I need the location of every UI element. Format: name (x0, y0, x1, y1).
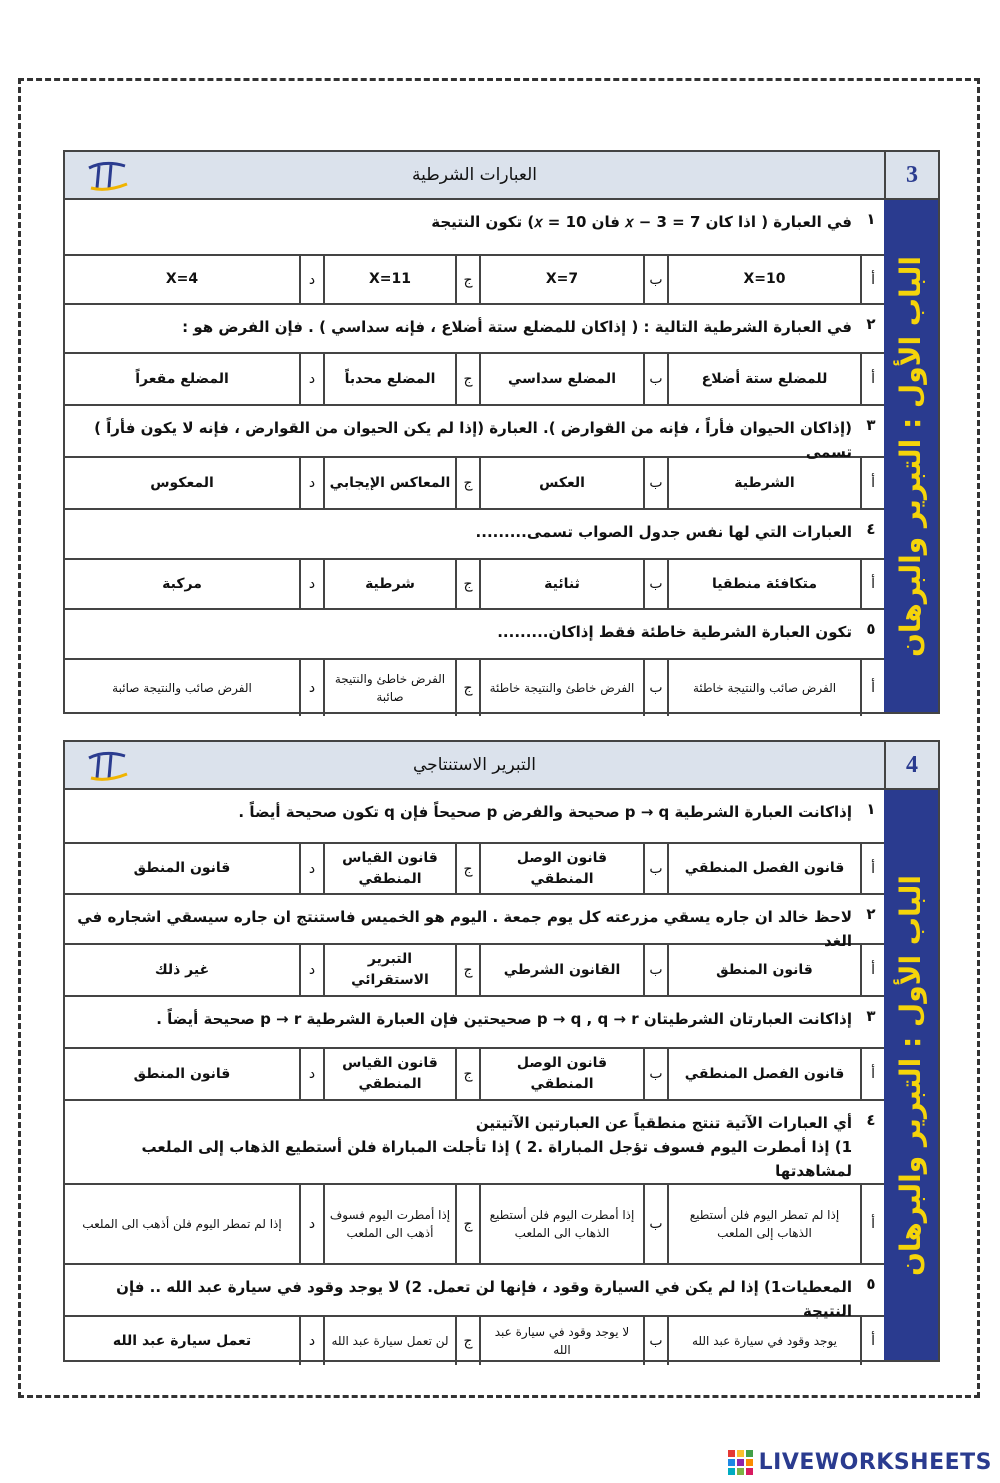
option-letter: ج (455, 354, 479, 404)
question-row (65, 510, 884, 560)
question-row (65, 406, 884, 461)
option-b[interactable]: قانون الوصل المنطقي (479, 844, 643, 893)
question-number: ٤ (866, 1111, 876, 1129)
question-number: ٥ (866, 1275, 876, 1293)
section-title (65, 152, 884, 200)
option-d[interactable]: قانون المنطق (133, 860, 231, 876)
question-number: ١ (866, 210, 876, 228)
option-c[interactable]: قانون القياس المنطقي (323, 844, 455, 893)
section-title-text: التبرير الاستنتاجي (413, 755, 536, 775)
questions-list (65, 790, 884, 1365)
option-letter: ب (643, 560, 667, 608)
footer-brand[interactable] (728, 1450, 992, 1475)
question-number: ٢ (866, 315, 876, 333)
option-letter: ب (643, 458, 667, 508)
option-b[interactable]: X=7 (479, 256, 643, 303)
question-number: ١ (866, 800, 876, 818)
option-letter: أ (860, 1185, 884, 1263)
option-letter: أ (860, 354, 884, 404)
option-letter: أ (860, 560, 884, 608)
options-row (65, 256, 884, 305)
chapter-title: الباب الأول : التبرير والبرهان (894, 255, 928, 657)
options-row (65, 458, 884, 510)
option-c[interactable]: الفرض خاطئ والنتيجة صائبة (323, 660, 455, 716)
options-row (65, 844, 884, 895)
option-letter: د (299, 1185, 323, 1263)
options-row (65, 1317, 884, 1365)
options-row (65, 560, 884, 610)
option-d[interactable]: المعكوس (150, 474, 214, 491)
option-d[interactable]: قانون المنطق (133, 1065, 231, 1082)
question-text: (إذاكان الحيوان فأراً ، فإنه من القوارض ). العبارة (إذا لم يكن الحيوان من القوارض ، فإنه لا يكون فأراً ) تسمى (94, 419, 852, 461)
option-a[interactable]: يوجد وقود في سيارة عبد الله (667, 1317, 860, 1365)
option-letter: د (299, 354, 323, 404)
question-text: المعطيات1) إذا لم يكن في السيارة وقود ، فإنها لن تعمل. 2) لا يوجد وقود في سيارة عبد الله .. فإن النتيجة (116, 1278, 852, 1320)
question-number: ٤ (866, 520, 876, 538)
option-letter: ج (455, 1185, 479, 1263)
question-text: لاحظ خالد ان جاره يسقي مزرعته كل يوم جمعة . اليوم هو الخميس فاستنتج ان جاره سيسقي اشجاره في الغد (77, 908, 852, 950)
option-d[interactable]: غير ذلك (154, 961, 210, 978)
option-c[interactable]: لن تعمل سيارة عبد الله (323, 1317, 455, 1365)
option-c[interactable]: قانون القياس المنطقي (323, 1049, 455, 1099)
question-row (65, 610, 884, 660)
option-c[interactable]: التبرير الاستقرائي (323, 945, 455, 995)
question-text-line1: أي العبارات الآتية تنتج منطقياً عن العبارتين الآتيتين (475, 1114, 852, 1132)
option-b[interactable]: المضلع سداسي (479, 354, 643, 404)
option-letter: ب (643, 1049, 667, 1099)
option-b[interactable]: إذا أمطرت اليوم فلن أستطيع الذهاب الى الملعب (479, 1185, 643, 1263)
options-row (65, 945, 884, 997)
section-deductive-reasoning (63, 740, 940, 1362)
option-letter: ب (643, 660, 667, 716)
option-b[interactable]: العكس (479, 458, 643, 508)
option-letter: ج (455, 1049, 479, 1099)
option-letter: ب (643, 1317, 667, 1365)
option-letter: د (299, 1317, 323, 1365)
question-number: ٣ (866, 1007, 876, 1025)
option-letter: ب (643, 1185, 667, 1263)
brand-name: LIVEWORKSHEETS (758, 1450, 992, 1475)
option-letter: ج (455, 1317, 479, 1365)
question-text: إذاكانت العبارة الشرطية p → q صحيحة والفرض p صحيحاً فإن q تكون صحيحة أيضاً . (238, 803, 852, 821)
question-text-line2: 1) إذا أمطرت اليوم فسوف تؤجل المباراة .2 ) إذا تأجلت المباراة فلن أستطيع الذهاب إلى الملعب لمشاهدتها (141, 1138, 852, 1180)
chapter-title: الباب الأول : التبرير والبرهان (894, 874, 928, 1276)
option-letter: أ (860, 1317, 884, 1365)
question-row (65, 1265, 884, 1320)
chapter-sidebar (884, 200, 938, 712)
question-row (65, 790, 884, 844)
options-row (65, 660, 884, 716)
section-conditional-statements (63, 150, 940, 714)
option-d[interactable]: إذا لم تمطر اليوم فلن أذهب الى الملعب (82, 1217, 282, 1231)
option-c[interactable]: المعاكس الإيجابي (323, 458, 455, 508)
chapter-sidebar (884, 790, 938, 1360)
section-number: 3 (884, 152, 938, 200)
option-letter: ب (643, 945, 667, 995)
option-letter: ج (455, 660, 479, 716)
option-a[interactable]: الفرض صائب والنتيجة خاطئة (667, 660, 860, 716)
option-letter: ب (643, 354, 667, 404)
option-letter: ب (643, 844, 667, 893)
option-b[interactable]: الفرض خاطئ والنتيجة خاطئة (479, 660, 643, 716)
option-letter: أ (860, 256, 884, 303)
option-letter: د (299, 660, 323, 716)
question-row (65, 200, 884, 256)
question-number: ٣ (866, 416, 876, 434)
section-number: 4 (884, 742, 938, 790)
question-row (65, 1101, 884, 1185)
option-letter: د (299, 560, 323, 608)
option-letter: أ (860, 660, 884, 716)
option-d[interactable]: الفرض صائب والنتيجة صائبة (112, 681, 252, 695)
question-text (65, 1101, 858, 1183)
option-a[interactable]: متكافئة منطقيا (667, 560, 860, 608)
logo-icon (85, 748, 131, 784)
option-b[interactable]: لا يوجد وقود في سيارة عبد الله (479, 1317, 643, 1365)
option-a[interactable]: الشرطية (667, 458, 860, 508)
option-letter: د (299, 256, 323, 303)
option-a[interactable]: للمضلع ستة أضلاع (667, 354, 860, 404)
options-row (65, 354, 884, 406)
option-a[interactable]: قانون الفصل المنطقي (667, 844, 860, 893)
option-b[interactable]: قانون الوصل المنطقي (479, 1049, 643, 1099)
question-text: في العبارة ( اذا كان 7 = 3 − 𝑥 فان 10 = 𝑥) تكون النتيجة (431, 213, 852, 231)
option-b[interactable]: ثنائية (479, 560, 643, 608)
question-row (65, 305, 884, 354)
question-row (65, 997, 884, 1049)
option-d[interactable]: المضلع مقعراً (135, 370, 229, 387)
option-letter: د (299, 1049, 323, 1099)
option-letter: ج (455, 458, 479, 508)
question-text: تكون العبارة الشرطية خاطئة فقط إذاكان......... (497, 623, 852, 641)
option-c[interactable]: شرطية (323, 560, 455, 608)
option-c[interactable]: المضلع محدباً (323, 354, 455, 404)
question-text: العبارات التي لها نفس جدول الصواب تسمى......... (475, 523, 852, 541)
liveworksheets-logo-icon (728, 1450, 753, 1475)
option-letter: ج (455, 256, 479, 303)
option-letter: أ (860, 844, 884, 893)
option-d[interactable]: X=4 (165, 271, 199, 287)
option-letter: ب (643, 256, 667, 303)
option-letter: ج (455, 945, 479, 995)
option-a[interactable]: قانون المنطق (667, 945, 860, 995)
logo-icon (85, 158, 131, 194)
questions-list (65, 200, 884, 716)
option-a[interactable]: قانون الفصل المنطقي (667, 1049, 860, 1099)
option-letter: د (299, 945, 323, 995)
options-row (65, 1185, 884, 1265)
option-c[interactable]: إذا أمطرت اليوم فسوف أذهب الى الملعب (323, 1185, 455, 1263)
options-row (65, 1049, 884, 1101)
option-letter: ج (455, 560, 479, 608)
question-number: ٢ (866, 905, 876, 923)
option-letter: د (299, 458, 323, 508)
option-letter: أ (860, 458, 884, 508)
option-d[interactable]: مركبة (162, 575, 202, 592)
option-b[interactable]: القانون الشرطي (479, 945, 643, 995)
option-letter: أ (860, 1049, 884, 1099)
section-title (65, 742, 884, 790)
option-letter: د (299, 844, 323, 893)
question-text: في العبارة الشرطية التالية : ( إذاكان للمضلع ستة أضلاع ، فإنه سداسي ) . فإن الفرض هو : (182, 318, 852, 336)
option-letter: ج (455, 844, 479, 893)
question-number: ٥ (866, 620, 876, 638)
question-text: إذاكانت العبارتان الشرطيتان p → q , q → r صحيحتين فإن العبارة الشرطية p → r صحيحة أيضاً . (156, 1010, 852, 1028)
option-a[interactable]: X=10 (667, 256, 860, 303)
question-row (65, 895, 884, 950)
option-d[interactable]: تعمل سيارة عبد الله (112, 1332, 252, 1349)
option-letter: أ (860, 945, 884, 995)
option-a[interactable]: إذا لم تمطر اليوم فلن أستطيع الذهاب إلى الملعب (667, 1185, 860, 1263)
option-c[interactable]: X=11 (323, 256, 455, 303)
section-title-text: العبارات الشرطية (412, 165, 537, 185)
